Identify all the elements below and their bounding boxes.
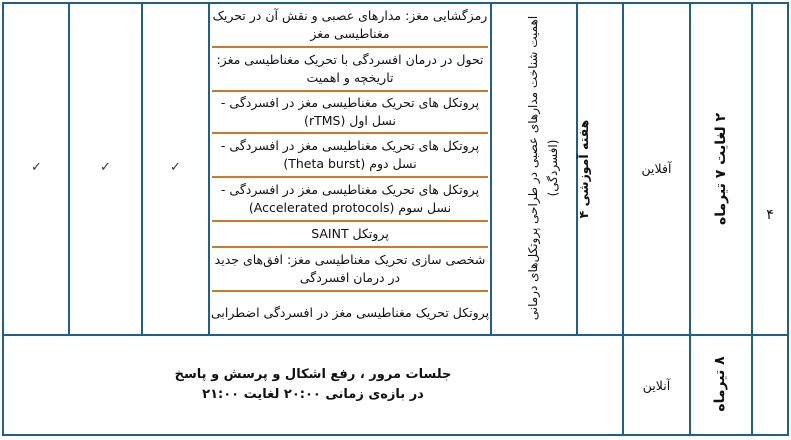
row1-mode: آفلاین [641,160,672,176]
topic-item: پروتکل SAINT [311,226,389,241]
row2-description-line1: جلسات مرور ، رفع اشکال و پرسش و پاسخ [174,367,452,382]
topic-item: رمزگشایی مغز: مدارهای عصبی و نقش آن در تحریک مغناطیسی مغز [212,8,488,41]
row1-date: ۲ لغایت ۷ تیرماه [713,112,729,226]
col-line [490,2,492,336]
row1-title: اهمیت شناخت مدارهای عصبی در طراحی پروتکل‌های درمانی (افسردگی) [526,15,560,321]
topic-item: پروتکل های تحریک مغناطیسی مغز در افسردگی - نسل سوم (Accelerated protocols) [220,182,480,215]
row2-mode: آنلاین [642,377,671,393]
check-icon: ✓ [170,160,181,175]
row1-week: هفته آموزشی ۴ [575,119,591,219]
col-line [141,2,143,336]
row2-description [4,336,622,434]
topic-item: پروتکل تحریک مغناطیسی مغز در افسردگی اضطرابی [210,305,490,320]
row2-date: ۸ تیرماه [712,356,728,412]
col-line [689,2,691,436]
topic-item: تحول در درمان افسردگی با تحریک مغناطیسی مغز: تاریخچه و اهمیت [216,52,484,85]
session-number: ۴ [766,207,774,223]
topic-item: پروتکل های تحریک مغناطیسی مغز در افسردگی - نسل دوم (Theta burst) [220,138,480,171]
row2-description-line2: در بازه‌ی زمانی ۲۰:۰۰ لغایت ۲۱:۰۰ [202,387,424,402]
check-icon: ✓ [31,160,42,175]
topic-item: پروتکل های تحریک مغناطیسی مغز در افسردگی - نسل اول (rTMS) [220,95,480,128]
check-icon: ✓ [100,160,111,175]
topics-list [210,2,490,334]
topic-item: شخصی سازی تحریک مغناطیسی مغز: افق‌های جدید در درمان افسردگی [214,252,486,285]
col-line [68,2,70,336]
